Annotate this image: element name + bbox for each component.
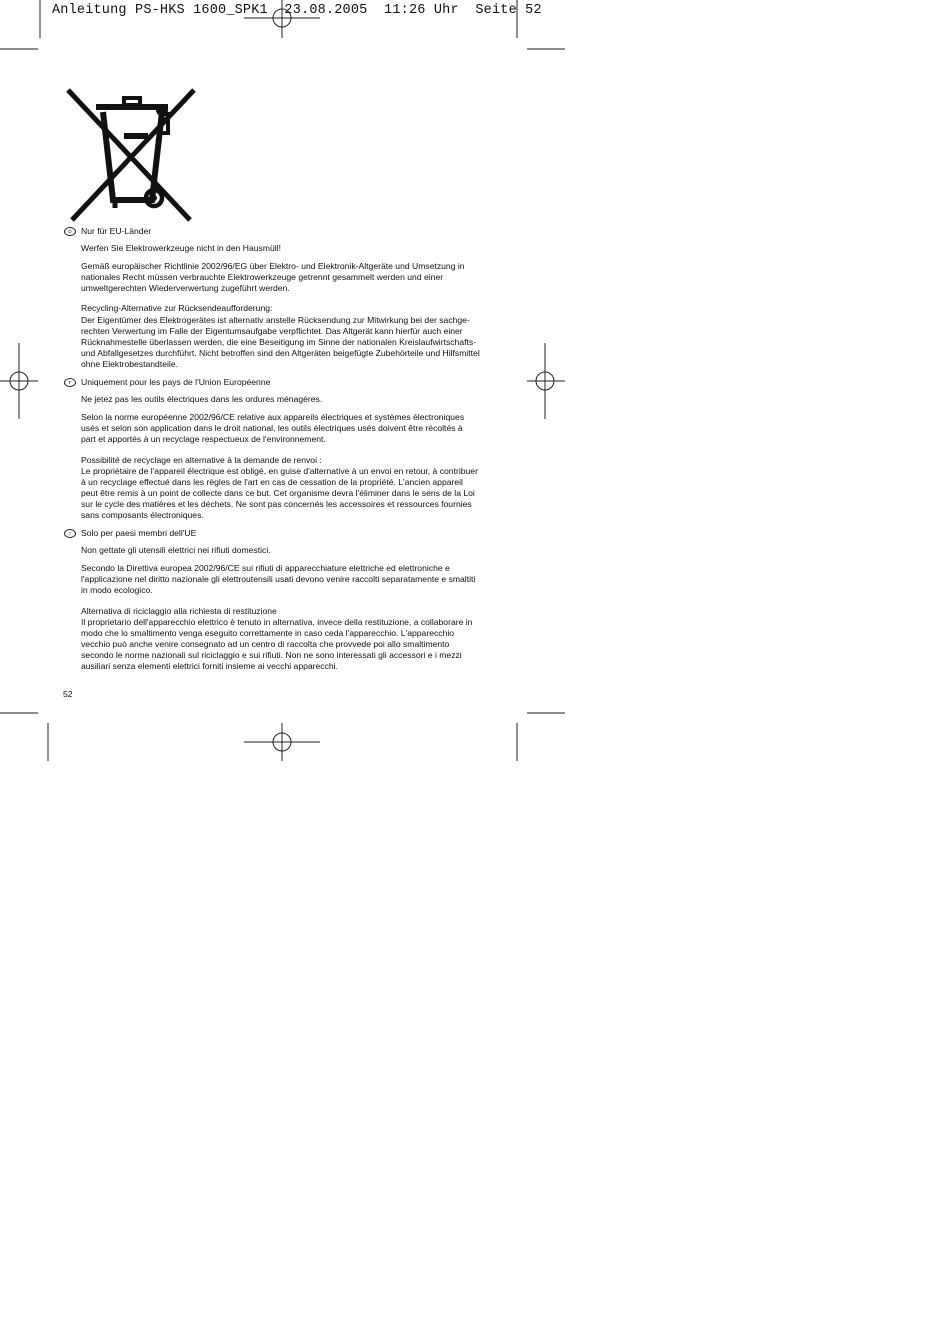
paragraph (81, 606, 501, 673)
text-line: ohne Elektrobestandteile. (81, 358, 178, 369)
text-line: umweltgerechten Wiederverwertung zugeführt werden. (81, 283, 290, 294)
section-heading: Solo per paesi membri dell'UE (81, 528, 197, 539)
paragraph (81, 394, 501, 405)
section-heading: Nur für EU-Länder (81, 226, 152, 236)
text-line: Ne jetez pas les outils électriques dans les ordures ménagères. (81, 394, 323, 405)
text-line: Le propriétaire de l'appareil électrique est obligé, en guise d'alternative à un envoi en retour, à contribuer (81, 465, 478, 476)
text-line: sur le cycle des matières et les déchets. Ne sont pas concernés les accessoires et ressources fournies (81, 498, 472, 509)
section-fr (68, 377, 501, 521)
paragraph (81, 455, 501, 522)
text-line: peut être remis à un point de collecte dans ce but. Cet organisme devra l'éliminer dans le sens de la Loi (81, 487, 475, 498)
text-line: Gemäß europäischer Richtlinie 2002/96/EG über Elektro- und Elektronik-Altgeräte und Umsetzung in (81, 261, 465, 272)
text-line: Rücknahmestelle überlassen werden, die eine Beseitigung im Sinne der nationalen Kreislaufwirtschafts- (81, 336, 477, 347)
text-line: vecchio può anche venire consegnato ad un centro di raccolta che provvede poi allo smaltimento (81, 638, 450, 649)
text-line: nationales Recht müssen verbrauchte Elektrowerkzeuge getrennt gesammelt werden und einer (81, 272, 444, 283)
section-heading: Uniquement pour les pays de l'Union Européenne (81, 377, 271, 388)
text-line: à un recyclage effectué dans les règles de l'art en cas de cessation de la propriété. L'ancien appareil (81, 476, 463, 487)
text-line: modo che lo smaltimento venga eseguito correttamente in caso ceda l'apparecchio. L'apparecchio (81, 627, 455, 638)
text-line: in modo ecologico. (81, 585, 153, 596)
language-de-icon: D (64, 227, 76, 236)
text-line: Il proprietario dell'apparecchio elettrico è tenuto in alternativa, invece della restituzione, a collaborare in (81, 616, 473, 627)
text-line: Possibilité de recyclage en alternative à la demande de renvoi : (81, 454, 322, 465)
text-line: ausiliari senza elementi elettrici forniti insieme ai vecchi apparecchi. (81, 661, 338, 671)
text-line: Recycling-Alternative zur Rücksendeaufforderung: (81, 303, 273, 314)
paragraph (81, 303, 501, 370)
text-line: Secondo la Direttiva europea 2002/96/CE sui rifiuti di apparecchiature elettriche ed elettroniche e (81, 563, 450, 574)
paragraph (81, 545, 501, 556)
disposal-instructions (68, 226, 501, 672)
page-number: 52 (63, 689, 73, 699)
text-line: Selon la norme européenne 2002/96/CE relative aux appareils électriques et systèmes électroniques (81, 412, 465, 423)
print-slug: Anleitung PS-HKS 1600_SPK1 23.08.2005 11:26 Uhr Seite 52 (52, 3, 542, 18)
section-de (68, 226, 501, 370)
text-line: und Abfallgesetzes durchführt. Nicht betroffen sind den Altgeräten beigefügte Zubehörteile und Hilfsmittel (81, 347, 480, 358)
language-it-icon: I (64, 529, 76, 538)
text-line: sans composants électroniques. (81, 509, 204, 520)
paragraph (81, 243, 501, 254)
crossed-out-wheelie-bin-icon (66, 88, 198, 224)
text-line: part et apportés à un recyclage respectueux de l'environnement. (81, 434, 326, 445)
text-line: Der Eigentümer des Elektrogerätes ist alternativ anstelle Rücksendung zur Mitwirkung bei der sachge- (81, 314, 470, 325)
text-line: secondo le norme nazionali sul riciclaggio e sui rifiuti. Non ne sono interessati gli accessori e i mezzi (81, 649, 462, 660)
text-line: Alternativa di riciclaggio alla richiesta di restituzione (81, 605, 277, 616)
text-line: Non gettate gli utensili elettrici nei rifiuti domestici. (81, 545, 271, 556)
paragraph (81, 563, 501, 596)
text-line: Werfen Sie Elektrowerkzeuge nicht in den Hausmüll! (81, 243, 281, 254)
language-fr-icon: F (64, 378, 76, 387)
text-line: usés et selon son application dans le droit national, les outils électriques usés doivent être récoltés à (81, 423, 463, 434)
text-line: rechten Verwertung im Falle der Eigentumsaufgabe verpflichtet. Das Altgerät kann hierfür auch einer (81, 325, 463, 336)
text-line: l'applicazione nel diritto nazionale gli elettroutensili usati devono venire raccolti separatamente e smaltiti (81, 574, 476, 585)
paragraph (81, 261, 501, 294)
paragraph (81, 412, 501, 445)
section-it (69, 528, 501, 672)
